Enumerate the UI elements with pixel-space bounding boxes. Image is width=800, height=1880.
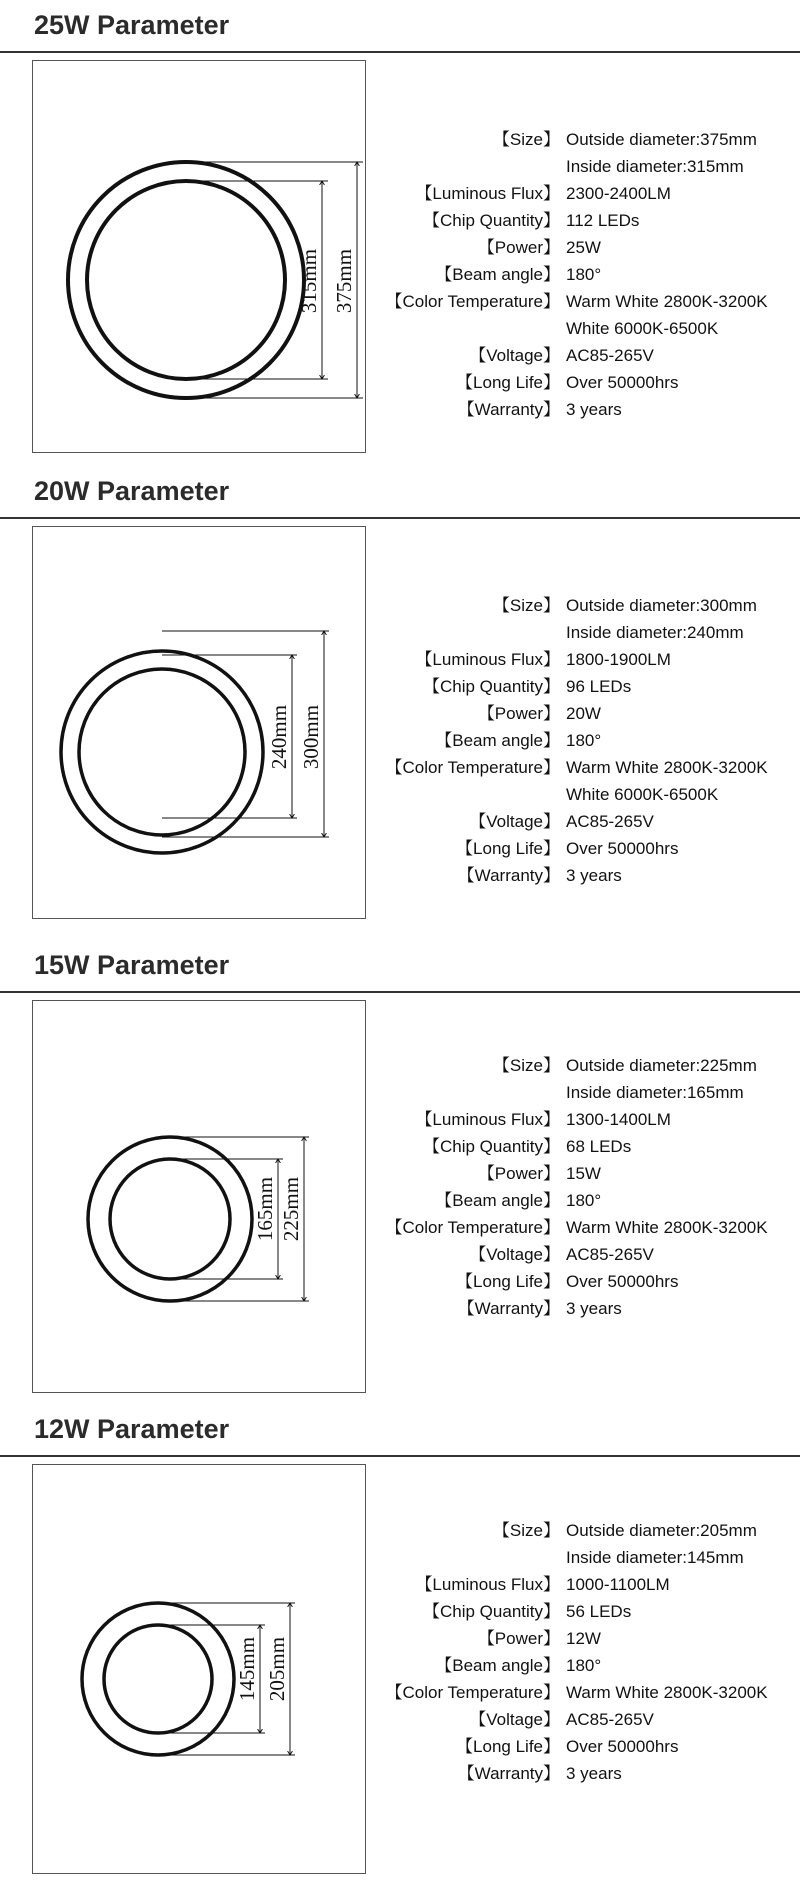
spec-value: Over 50000hrs bbox=[566, 1737, 679, 1756]
spec-value: 3 years bbox=[566, 1299, 622, 1318]
section-divider bbox=[0, 517, 800, 519]
section-title: 12W Parameter bbox=[34, 1414, 230, 1444]
spec-label: 【Voltage】 bbox=[469, 346, 560, 365]
spec-value: 112 LEDs bbox=[566, 211, 640, 230]
spec-row bbox=[360, 835, 800, 862]
spec-row bbox=[360, 261, 800, 288]
spec-list bbox=[360, 126, 800, 423]
inner-ring-outline bbox=[104, 1625, 212, 1733]
spec-label: 【Size】 bbox=[492, 130, 560, 149]
spec-row bbox=[360, 592, 800, 619]
spec-value: 1300-1400LM bbox=[566, 1110, 671, 1129]
inner-ring-outline bbox=[79, 669, 245, 835]
outer-diameter-label: 300mm bbox=[299, 704, 323, 770]
spec-row bbox=[360, 1652, 800, 1679]
inner-diameter-label: 240mm bbox=[267, 704, 291, 770]
spec-row bbox=[360, 1079, 800, 1106]
spec-value: Over 50000hrs bbox=[566, 1272, 679, 1291]
spec-value: 3 years bbox=[566, 1764, 622, 1783]
spec-value: 180° bbox=[566, 1656, 602, 1675]
spec-value: White 6000K-6500K bbox=[566, 319, 719, 338]
spec-row bbox=[360, 1598, 800, 1625]
spec-list bbox=[360, 1052, 800, 1322]
ring-drawing bbox=[33, 1465, 367, 1875]
spec-value: Outside diameter:205mm bbox=[566, 1521, 757, 1540]
ring-diagram bbox=[32, 1464, 366, 1874]
spec-value: AC85-265V bbox=[566, 1710, 654, 1729]
section-title: 15W Parameter bbox=[34, 950, 230, 980]
ring-diagram bbox=[32, 1000, 366, 1393]
spec-label: 【Color Temperature】 bbox=[385, 758, 560, 777]
spec-value: 25W bbox=[566, 238, 601, 257]
spec-value: AC85-265V bbox=[566, 812, 654, 831]
spec-label: 【Luminous Flux】 bbox=[415, 1110, 560, 1129]
spec-label: 【Voltage】 bbox=[469, 812, 560, 831]
spec-value: Over 50000hrs bbox=[566, 373, 679, 392]
spec-row bbox=[360, 1214, 800, 1241]
spec-value: Inside diameter:145mm bbox=[566, 1548, 744, 1567]
spec-row bbox=[360, 808, 800, 835]
spec-row bbox=[360, 1679, 800, 1706]
spec-label: 【Color Temperature】 bbox=[385, 1218, 560, 1237]
spec-value: Outside diameter:225mm bbox=[566, 1056, 757, 1075]
section-title: 20W Parameter bbox=[34, 476, 230, 506]
spec-value: 15W bbox=[566, 1164, 601, 1183]
spec-value: AC85-265V bbox=[566, 1245, 654, 1264]
spec-list bbox=[360, 1517, 800, 1787]
spec-row bbox=[360, 862, 800, 889]
section-divider bbox=[0, 1455, 800, 1457]
spec-value: Warm White 2800K-3200K bbox=[566, 1683, 768, 1702]
spec-row bbox=[360, 700, 800, 727]
section-title: 25W Parameter bbox=[34, 10, 230, 40]
spec-row bbox=[360, 1187, 800, 1214]
spec-value: Outside diameter:375mm bbox=[566, 130, 757, 149]
spec-row bbox=[360, 1760, 800, 1787]
spec-value: Warm White 2800K-3200K bbox=[566, 1218, 768, 1237]
spec-value: Over 50000hrs bbox=[566, 839, 679, 858]
spec-label: 【Long Life】 bbox=[456, 839, 560, 858]
spec-row bbox=[360, 1106, 800, 1133]
spec-row bbox=[360, 781, 800, 808]
spec-row bbox=[360, 180, 800, 207]
ring-drawing bbox=[33, 61, 367, 454]
spec-value: 180° bbox=[566, 731, 602, 750]
spec-label: 【Warranty】 bbox=[457, 400, 560, 419]
spec-value: White 6000K-6500K bbox=[566, 785, 719, 804]
spec-label: 【Long Life】 bbox=[456, 373, 560, 392]
spec-row bbox=[360, 1625, 800, 1652]
spec-label: 【Size】 bbox=[492, 596, 560, 615]
spec-label: 【Warranty】 bbox=[457, 1764, 560, 1783]
section-divider bbox=[0, 991, 800, 993]
spec-row bbox=[360, 1133, 800, 1160]
spec-value: Inside diameter:165mm bbox=[566, 1083, 744, 1102]
outer-diameter-label: 375mm bbox=[332, 248, 356, 314]
spec-row bbox=[360, 1733, 800, 1760]
spec-value: Warm White 2800K-3200K bbox=[566, 292, 768, 311]
outer-ring-outline bbox=[68, 162, 304, 398]
spec-row bbox=[360, 288, 800, 315]
spec-row bbox=[360, 1160, 800, 1187]
spec-value: 3 years bbox=[566, 400, 622, 419]
spec-value: AC85-265V bbox=[566, 346, 654, 365]
spec-value: Inside diameter:315mm bbox=[566, 157, 744, 176]
section-25w bbox=[0, 0, 800, 460]
spec-label: 【Beam angle】 bbox=[435, 265, 560, 284]
ring-diagram bbox=[32, 60, 366, 453]
spec-row bbox=[360, 1241, 800, 1268]
spec-row bbox=[360, 234, 800, 261]
section-20w bbox=[0, 466, 800, 926]
spec-value: 12W bbox=[566, 1629, 601, 1648]
inner-diameter-label: 145mm bbox=[235, 1636, 259, 1702]
spec-row bbox=[360, 1517, 800, 1544]
inner-ring-outline bbox=[110, 1159, 230, 1279]
outer-diameter-label: 225mm bbox=[279, 1176, 303, 1242]
spec-label: 【Beam angle】 bbox=[435, 1191, 560, 1210]
spec-label: 【Chip Quantity】 bbox=[423, 1137, 560, 1156]
spec-label: 【Power】 bbox=[477, 1164, 560, 1183]
section-15w bbox=[0, 940, 800, 1400]
spec-label: 【Luminous Flux】 bbox=[415, 1575, 560, 1594]
spec-row bbox=[360, 646, 800, 673]
outer-diameter-label: 205mm bbox=[265, 1636, 289, 1702]
inner-diameter-label: 165mm bbox=[253, 1176, 277, 1242]
spec-value: 2300-2400LM bbox=[566, 184, 671, 203]
spec-label: 【Voltage】 bbox=[469, 1710, 560, 1729]
spec-row bbox=[360, 369, 800, 396]
spec-row bbox=[360, 673, 800, 700]
spec-label: 【Chip Quantity】 bbox=[423, 1602, 560, 1621]
spec-row bbox=[360, 1544, 800, 1571]
spec-value: 180° bbox=[566, 1191, 602, 1210]
spec-row bbox=[360, 207, 800, 234]
spec-list bbox=[360, 592, 800, 889]
spec-value: 68 LEDs bbox=[566, 1137, 632, 1156]
spec-label: 【Warranty】 bbox=[457, 1299, 560, 1318]
spec-row bbox=[360, 754, 800, 781]
outer-ring-outline bbox=[61, 651, 263, 853]
spec-value: 180° bbox=[566, 265, 602, 284]
spec-value: Warm White 2800K-3200K bbox=[566, 758, 768, 777]
spec-label: 【Size】 bbox=[492, 1056, 560, 1075]
spec-label: 【Long Life】 bbox=[456, 1272, 560, 1291]
spec-row bbox=[360, 396, 800, 423]
spec-label: 【Power】 bbox=[477, 1629, 560, 1648]
outer-ring-outline bbox=[88, 1137, 252, 1301]
spec-value: 3 years bbox=[566, 866, 622, 885]
ring-drawing bbox=[33, 527, 367, 920]
spec-row bbox=[360, 727, 800, 754]
spec-value: Outside diameter:300mm bbox=[566, 596, 757, 615]
spec-row bbox=[360, 342, 800, 369]
spec-label: 【Color Temperature】 bbox=[385, 292, 560, 311]
spec-row bbox=[360, 619, 800, 646]
spec-value: Inside diameter:240mm bbox=[566, 623, 744, 642]
spec-label: 【Warranty】 bbox=[457, 866, 560, 885]
spec-label: 【Color Temperature】 bbox=[385, 1683, 560, 1702]
spec-label: 【Luminous Flux】 bbox=[415, 650, 560, 669]
spec-row bbox=[360, 315, 800, 342]
spec-row bbox=[360, 1706, 800, 1733]
spec-label: 【Chip Quantity】 bbox=[423, 211, 560, 230]
inner-ring-outline bbox=[87, 181, 285, 379]
spec-label: 【Power】 bbox=[477, 704, 560, 723]
spec-label: 【Long Life】 bbox=[456, 1737, 560, 1756]
spec-label: 【Voltage】 bbox=[469, 1245, 560, 1264]
spec-value: 56 LEDs bbox=[566, 1602, 632, 1621]
inner-diameter-label: 315mm bbox=[297, 248, 321, 314]
spec-value: 20W bbox=[566, 704, 601, 723]
spec-row bbox=[360, 1571, 800, 1598]
spec-row bbox=[360, 126, 800, 153]
spec-label: 【Power】 bbox=[477, 238, 560, 257]
spec-row bbox=[360, 153, 800, 180]
ring-diagram bbox=[32, 526, 366, 919]
spec-row bbox=[360, 1052, 800, 1079]
spec-label: 【Beam angle】 bbox=[435, 731, 560, 750]
spec-label: 【Luminous Flux】 bbox=[415, 184, 560, 203]
spec-value: 1000-1100LM bbox=[566, 1575, 670, 1594]
section-divider bbox=[0, 51, 800, 53]
spec-label: 【Beam angle】 bbox=[435, 1656, 560, 1675]
spec-value: 96 LEDs bbox=[566, 677, 632, 696]
spec-row bbox=[360, 1295, 800, 1322]
spec-label: 【Size】 bbox=[492, 1521, 560, 1540]
spec-row bbox=[360, 1268, 800, 1295]
ring-drawing bbox=[33, 1001, 367, 1394]
spec-value: 1800-1900LM bbox=[566, 650, 671, 669]
section-12w bbox=[0, 1404, 800, 1864]
spec-label: 【Chip Quantity】 bbox=[423, 677, 560, 696]
